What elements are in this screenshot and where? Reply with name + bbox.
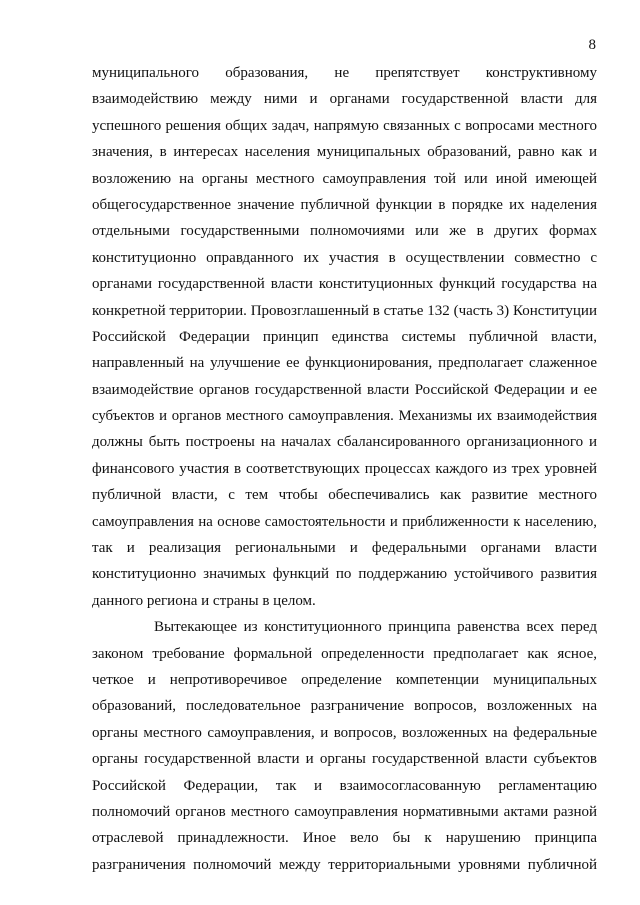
text-line: законом требование формальной определенности предполагает как ясное, [92,645,597,662]
text-line: полномочий органов местного самоуправления нормативными актами разной [92,803,597,820]
text-line: успешного решения общих задач, напрямую связанных с вопросами местного [92,117,597,134]
text-line: конституционно оправданного их участия в осуществлении совместно с [92,249,597,266]
text-line: взаимодействие органов государственной власти Российской Федерации и ее [92,381,597,398]
text-line: публичной власти, с тем чтобы обеспечивались как развитие местного [92,487,597,504]
paragraph-first-line: Вытекающее из конституционного принципа равенства всех перед [154,619,597,636]
text-line: образований, последовательное разграничение вопросов, возложенных на [92,698,597,715]
text-line: направленный на улучшение ее функционирования, предполагает слаженное [92,355,597,372]
text-line: самоуправления на основе самостоятельности и приближенности к населению, [92,513,597,530]
text-line: данного региона и страны в целом. [92,592,316,609]
text-line: органами государственной власти конституционных функций государства на [92,276,597,293]
text-line: должны быть построены на началах сбалансированного организационного и [92,434,597,451]
text-line: конкретной территории. Провозглашенный в статье 132 (часть 3) Конституции [92,302,597,319]
text-line: отраслевой принадлежности. Иное вело бы к нарушению принципа [92,830,597,847]
text-line: субъектов и органов местного самоуправления. Механизмы их взаимодействия [92,408,597,425]
text-line: разграничения полномочий между территориальными уровнями публичной [92,856,597,873]
text-line: финансового участия в соответствующих процессах каждого из трех уровней [92,460,597,477]
text-line: возложению на органы местного самоуправления той или иной имеющей [92,170,597,187]
text-line: четкое и непротиворечивое определение компетенции муниципальных [92,671,597,688]
text-line: общегосударственное значение публичной функции в порядке их наделения [92,196,597,213]
text-line: значения, в интересах населения муниципальных образований, равно как и [92,144,597,161]
text-line: органы местного самоуправления, и вопросов, возложенных на федеральные [92,724,597,741]
page-number: 8 [588,37,596,53]
text-line: органы государственной власти и органы государственной власти субъектов [92,751,597,768]
text-line: Российской Федерации, так и взаимосогласованную регламентацию [92,777,597,794]
text-line: конституционно значимых функций по поддержанию устойчивого развития [92,566,597,583]
text-line: так и реализация региональными и федеральными органами власти [92,540,597,557]
text-line: Российской Федерации принцип единства системы публичной власти, [92,328,597,345]
text-line: отдельными государственными полномочиями или же в других формах [92,223,597,240]
text-line: взаимодействию между ними и органами государственной власти для [92,91,597,108]
text-line: муниципального образования, не препятствует конструктивному [92,65,597,81]
document-body [92,60,597,878]
